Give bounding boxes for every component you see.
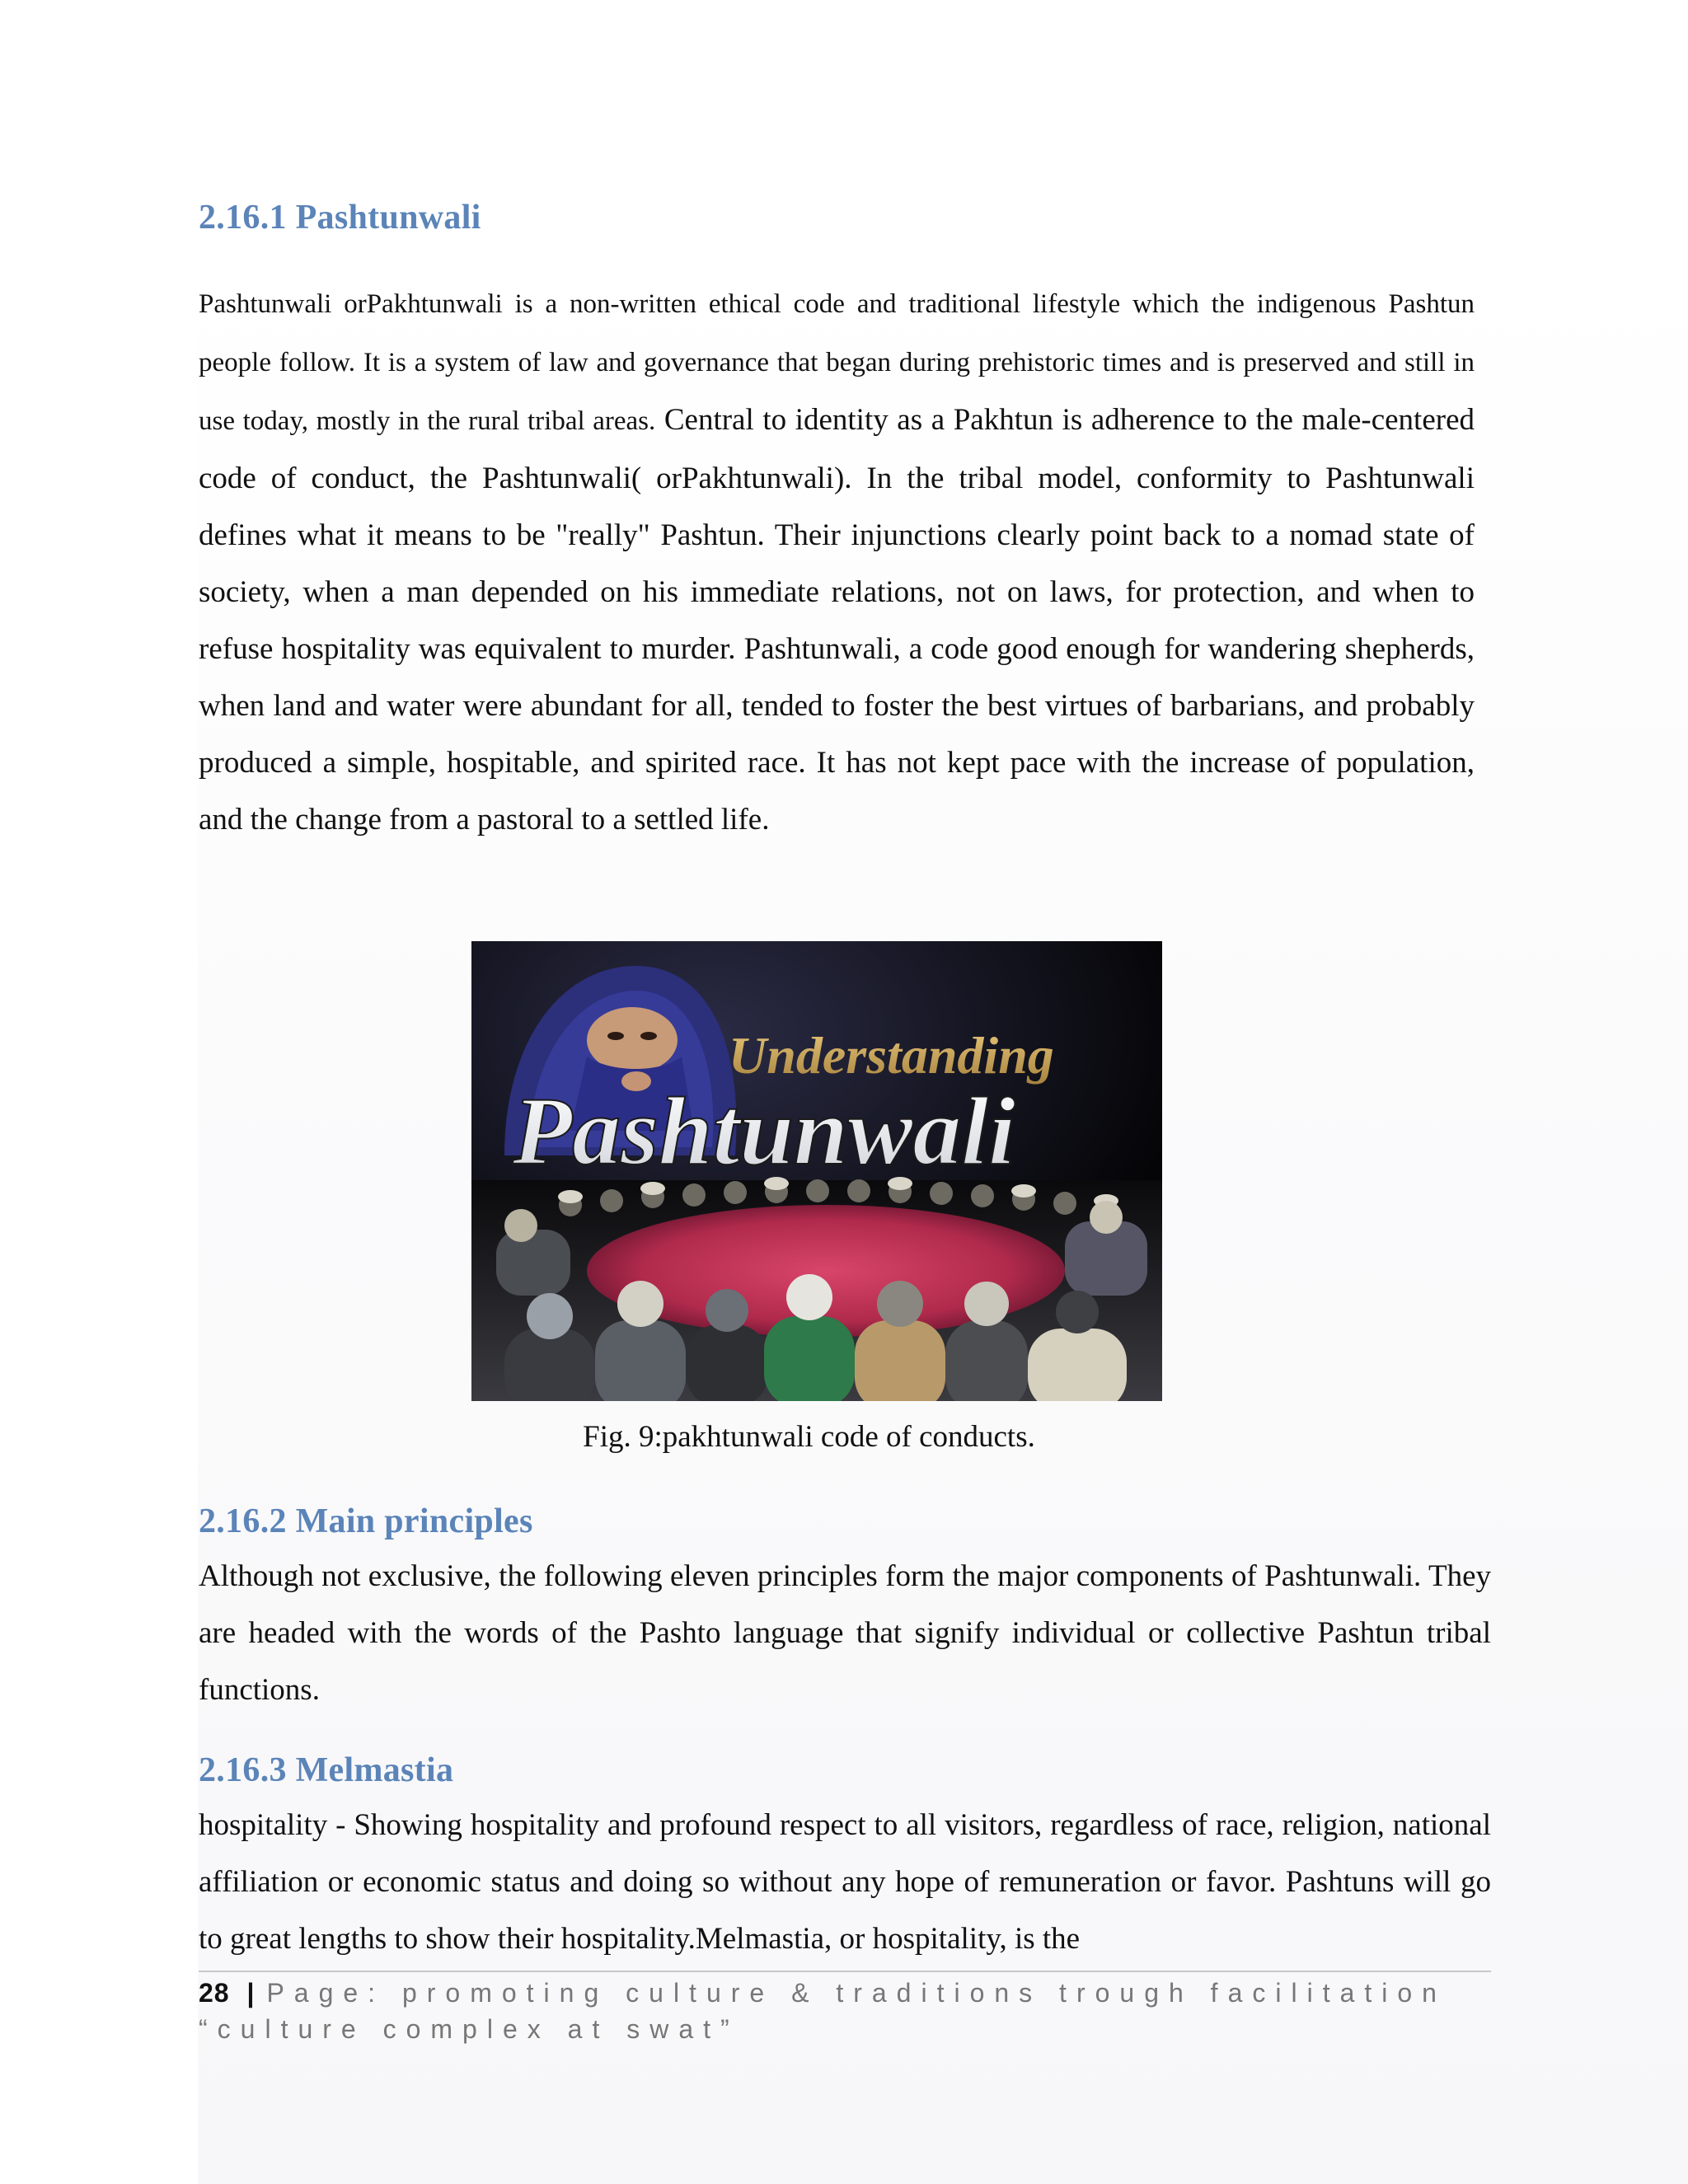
page-number: 28: [199, 1978, 230, 2008]
paragraph-main-principles: Although not exclusive, the following eleven principles form the major components of Pashtunwali. They are headed with the words of the Pashto language that signify individual or collective Pashtun tribal functions.: [199, 1559, 1491, 1707]
footer-text: Page: promoting culture & traditions trough facilitation “culture complex at swat”: [199, 1978, 1447, 2044]
section-heading-pashtunwali: 2.16.1 Pashtunwali: [199, 199, 481, 237]
figure-title-line2: Pashtunwali: [513, 1077, 1015, 1185]
footer-divider: [199, 1971, 1491, 1972]
section-heading-main-principles: 2.16.2 Main principles: [199, 1502, 533, 1540]
paragraph-pashtunwali: [199, 274, 1475, 848]
footer-separator: |: [246, 1978, 256, 2008]
section-heading-melmastia: 2.16.3 Melmastia: [199, 1751, 454, 1789]
page-footer: [199, 1975, 1491, 2047]
paragraph-pashtunwali-part2: Central to identity as a Pakhtun is adherence to the male-centered code of conduct, the Pashtunwali( orPakhtunwali). In the tribal model, conformity to Pashtunwali defines what it means to be "really" Pashtun. Their injunctions clearly point back to a nomad state of society, when a man depended on his immediate relations, not on laws, for protection, and when to refuse hospitality was equivalent to murder. Pashtunwali, a code good enough for wandering shepherds, when land and water were abundant for all, tended to foster the best virtues of barbarians, and probably produced a simple, hospitable, and spirited race. It has not kept pace with the increase of population, and the change from a pastoral to a settled life.: [199, 403, 1475, 837]
paragraph-melmastia: hospitality - Showing hospitality and profound respect to all visitors, regardless of race, religion, national affiliation or economic status and doing so without any hope of remuneration or favor. Pashtuns will go to great lengths to show their hospitality.Melmastia, or hospitality, is the: [199, 1808, 1491, 1956]
figure-title-line1: Understanding: [729, 1026, 1054, 1085]
figure-caption: Fig. 9:pakhtunwali code of conducts.: [583, 1420, 1035, 1454]
paragraph-pashtunwali-part1: Pashtunwali orPakhtunwali is a non-written ethical code and traditional lifestyle which the indigenous Pashtun people follow. It is a system of law and governance that began during prehistoric times and is preserved and still in use today, mostly in the rural tribal areas.: [199, 289, 1475, 436]
figure-image: [471, 941, 1162, 1401]
